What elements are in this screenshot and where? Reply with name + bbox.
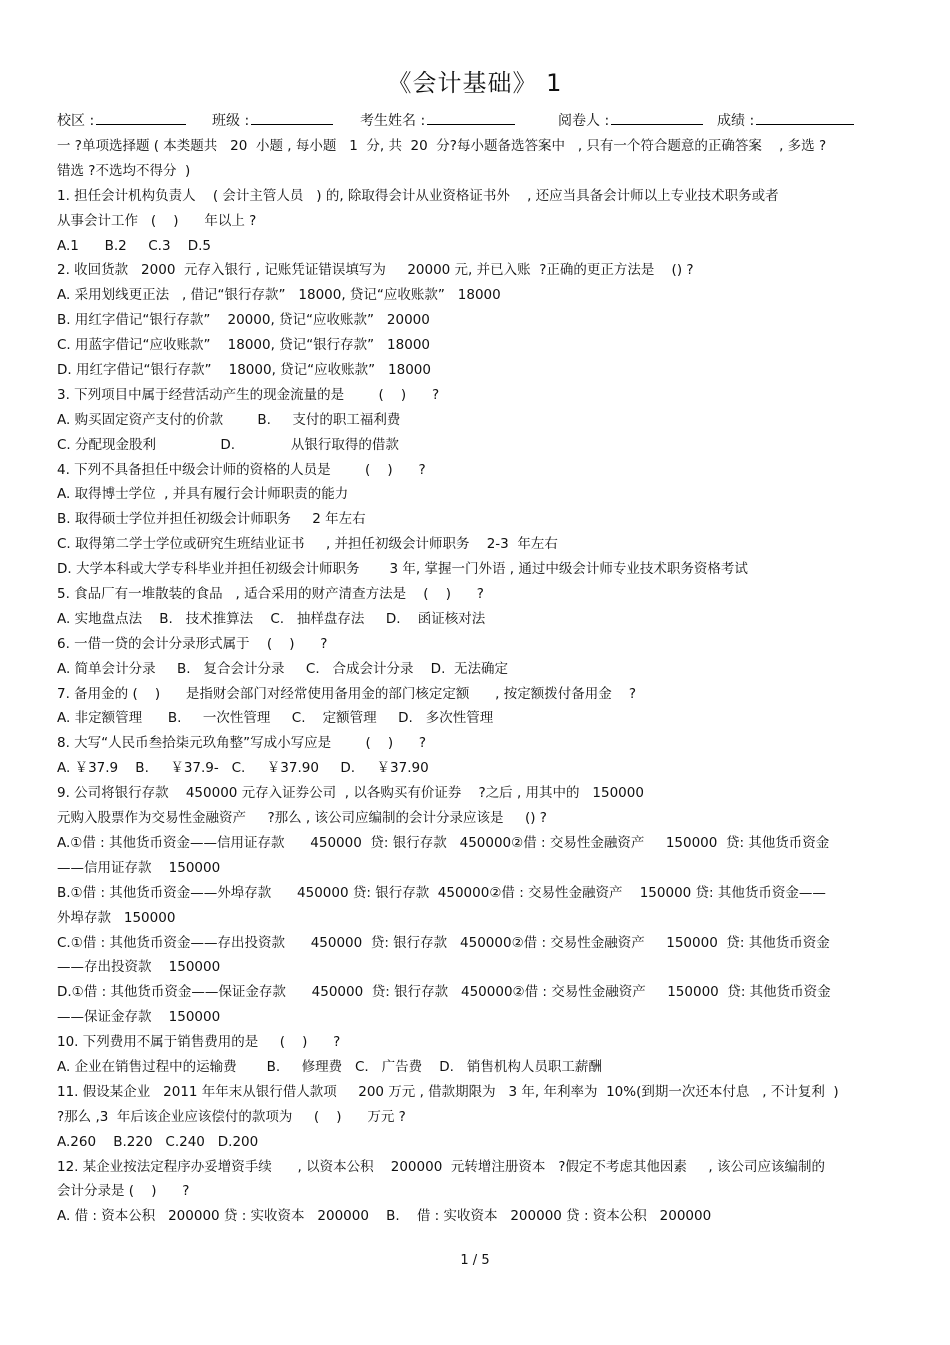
text-line: 9. 公司将银行存款 450000 元存入证券公司 , 以各购买有价证券 ?之后 , 用其中的 150000 — [57, 785, 644, 802]
text-line: 8. 大写“人民币叁拾柒元玖角整”写成小写应是 ( ) ? — [57, 735, 427, 752]
text-line: A. 取得博士学位 , 并具有履行会计师职责的能力 — [57, 486, 349, 503]
text-line: A. 非定额管理 B. 一次性管理 C. 定额管理 D. 多次性管理 — [57, 710, 494, 727]
header-field-class: 班级 : — [212, 110, 333, 132]
text-line: 错选 ?不选均不得分 ) — [57, 162, 191, 179]
text-line: A.①借 : 其他货币资金——信用证存款 450000 贷: 银行存款 450000②借 : 交易性金融资产 150000 贷: 其他货币资金 — [57, 834, 830, 851]
text-line: A.1 B.2 C.3 D.5 — [57, 237, 211, 254]
text-line: ?那么 ,3 年后该企业应该偿付的款项为 ( ) 万元 ? — [57, 1108, 406, 1125]
text-line: 1. 担任会计机构负责人 ( 会计主管人员 ) 的, 除取得会计从业资格证书外 , 还应当具备会计师以上专业技术职务或者 — [57, 187, 779, 204]
text-line: 6. 一借一贷的会计分录形式属于 ( ) ? — [57, 635, 328, 652]
text-line: 12. 某企业按法定程序办妥增资手续 , 以资本公积 200000 元转增注册资本 ?假定不考虑其他因素 , 该公司应该编制的 — [57, 1158, 825, 1175]
name-blank[interactable] — [427, 110, 515, 125]
score-blank[interactable] — [756, 110, 854, 125]
text-line: A. 企业在销售过程中的运输费 B. 修理费 C. 广告费 D. 销售机构人员职工薪酬 — [57, 1058, 602, 1075]
text-line: C. 用蓝字借记“应收账款” 18000, 贷记“银行存款” 18000 — [57, 337, 430, 354]
header-field-campus: 校区 : — [57, 110, 186, 132]
campus-blank[interactable] — [96, 110, 186, 125]
text-line: A. ￥37.9 B. ￥37.9- C. ￥37.90 D. ￥37.90 — [57, 760, 429, 777]
question-body — [57, 134, 897, 1229]
text-line: D.①借 : 其他货币资金——保证金存款 450000 贷: 银行存款 450000②借 : 交易性金融资产 150000 贷: 其他货币资金 — [57, 984, 831, 1001]
text-line: A. 采用划线更正法 , 借记“银行存款” 18000, 贷记“应收账款” 18000 — [57, 287, 501, 304]
text-line: C. 取得第二学士学位或研究生班结业证书 , 并担任初级会计师职务 2-3 年左右 — [57, 536, 558, 553]
text-line: B. 用红字借记“银行存款” 20000, 贷记“应收账款” 20000 — [57, 312, 430, 329]
text-line: ——信用证存款 150000 — [57, 859, 221, 876]
document-title: 《会计基础》 1 — [387, 69, 563, 97]
text-line: 5. 食品厂有一堆散装的食品 , 适合采用的财产清查方法是 ( ) ? — [57, 586, 484, 603]
text-line: D. 大学本科或大学专科毕业并担任初级会计师职务 3 年, 掌握一门外语 , 通过中级会计师专业技术职务资格考试 — [57, 561, 748, 578]
text-line: B.①借 : 其他货币资金——外埠存款 450000 贷: 银行存款 450000②借 : 交易性金融资产 150000 贷: 其他货币资金—— — [57, 884, 826, 901]
text-line: C.①借 : 其他货币资金——存出投资款 450000 贷: 银行存款 450000②借 : 交易性金融资产 150000 贷: 其他货币资金 — [57, 934, 830, 951]
text-line: A. 购买固定资产支付的价款 B. 支付的职工福利费 — [57, 411, 401, 428]
text-line: B. 取得硕士学位并担任初级会计师职务 2 年左右 — [57, 511, 366, 528]
class-blank[interactable] — [251, 110, 333, 125]
text-line: A. 实地盘点法 B. 技术推算法 C. 抽样盘存法 D. 函证核对法 — [57, 610, 486, 627]
text-line: D. 用红字借记“银行存款” 18000, 贷记“应收账款” 18000 — [57, 362, 431, 379]
text-line: 2. 收回货款 2000 元存入银行 , 记账凭证错误填写为 20000 元, 并已入账 ?正确的更正方法是 () ? — [57, 262, 694, 279]
text-line: A. 简单会计分录 B. 复合会计分录 C. 合成会计分录 D. 无法确定 — [57, 660, 508, 677]
text-line: ——保证金存款 150000 — [57, 1009, 221, 1026]
text-line: 10. 下列费用不属于销售费用的是 ( ) ? — [57, 1034, 341, 1051]
text-line: 从事会计工作 ( ) 年以上 ? — [57, 212, 257, 229]
text-line: 3. 下列项目中属于经营活动产生的现金流量的是 ( ) ? — [57, 386, 440, 403]
text-line: 外埠存款 150000 — [57, 909, 176, 926]
text-line: 会计分录是 ( ) ? — [57, 1183, 190, 1200]
text-line: 7. 备用金的 ( ) 是指财会部门对经常使用备用金的部门核定定额 , 按定额拨付备用金 ? — [57, 685, 637, 702]
header-field-grader: 阅卷人 : — [558, 110, 703, 132]
text-line: 元购入股票作为交易性金融资产 ?那么 , 该公司应编制的会计分录应该是 () ? — [57, 810, 547, 827]
text-line: A. 借 : 资本公积 200000 贷 : 实收资本 200000 B. 借 : 实收资本 200000 贷 : 资本公积 200000 — [57, 1208, 712, 1225]
header-field-score: 成绩 : — [717, 110, 854, 132]
text-line: 11. 假设某企业 2011 年年末从银行借人款项 200 万元 , 借款期限为 3 年, 年利率为 10%(到期一次还本付息 , 不计复利 ) — [57, 1083, 839, 1100]
text-line: 一 ?单项选择题 ( 本类题共 20 小题 , 每小题 1 分, 共 20 分?每小题备选答案中 , 只有一个符合题意的正确答案 , 多选 ? — [57, 138, 827, 154]
grader-blank[interactable] — [611, 110, 703, 125]
header-field-name: 考生姓名 : — [360, 110, 515, 132]
page-number: 1 / 5 — [460, 1253, 490, 1268]
text-line: ——存出投资款 150000 — [57, 959, 221, 976]
text-line: C. 分配现金股利 D. 从银行取得的借款 — [57, 436, 399, 453]
exam-header — [57, 110, 893, 132]
text-line: A.260 B.220 C.240 D.200 — [57, 1133, 259, 1150]
text-line: 4. 下列不具备担任中级会计师的资格的人员是 ( ) ? — [57, 461, 426, 478]
